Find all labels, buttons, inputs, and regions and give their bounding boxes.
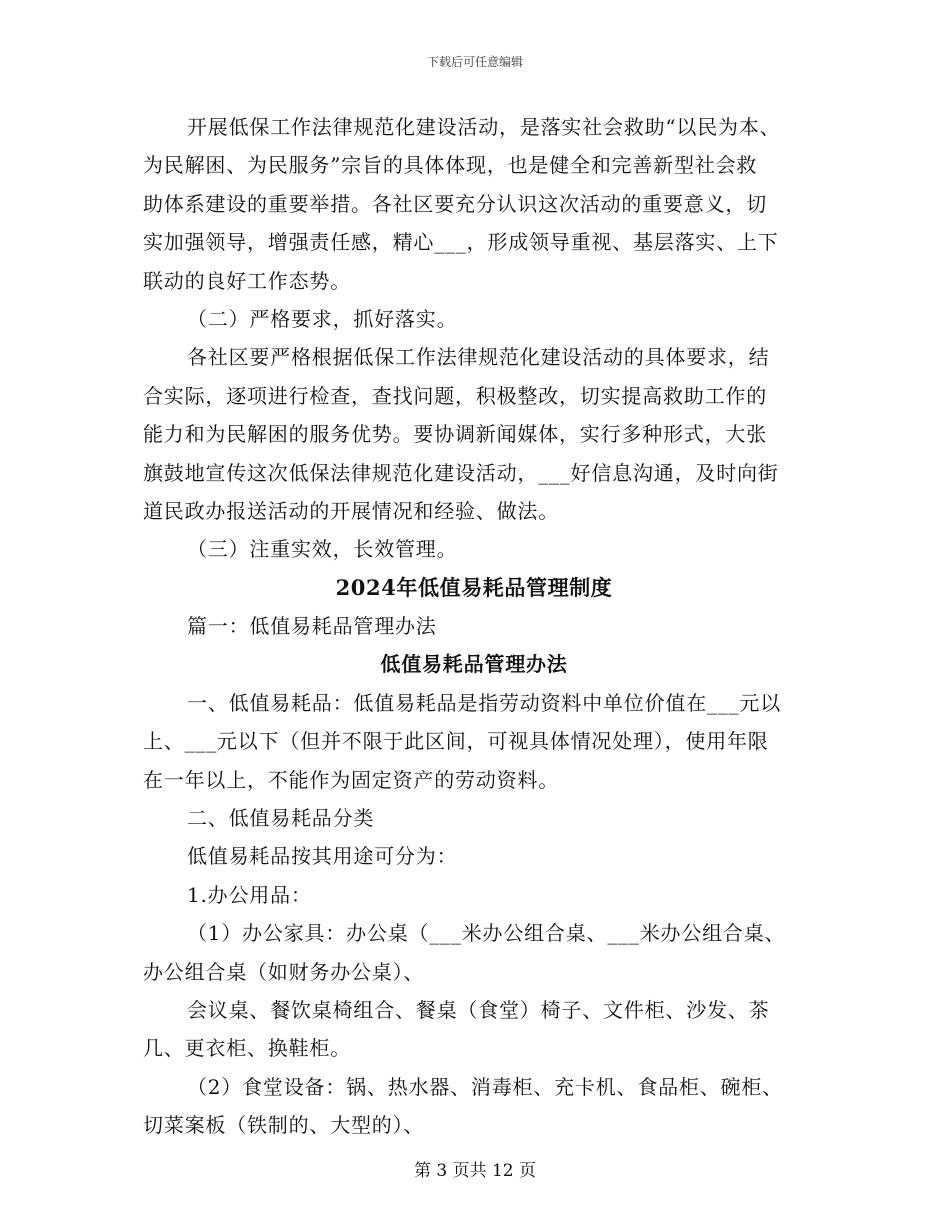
document-subtitle: 低值易耗品管理办法 — [380, 652, 568, 677]
section-heading: （二）严格要求，抓好落实。 — [187, 306, 458, 331]
list-item: 办公组合桌（如财务办公桌）、 — [143, 959, 425, 984]
list-item: （1）办公家具：办公桌（___米办公组合桌、___米办公组合桌、 — [187, 921, 786, 946]
paragraph-line: 在一年以上，不能作为固定资产的劳动资料。 — [143, 767, 559, 792]
list-item: （2）食堂设备：锅、热水器、消毒柜、充卡机、食品柜、碗柜、 — [187, 1074, 783, 1099]
paragraph-line: 联动的良好工作态势。 — [143, 268, 351, 293]
chapter-label: 篇一：低值易耗品管理办法 — [187, 614, 437, 639]
paragraph-line: 道民政办报送活动的开展情况和经验、做法。 — [143, 498, 559, 523]
document-body — [143, 108, 805, 1145]
document-title: 2024年低值易耗品管理制度 — [335, 574, 613, 600]
section-heading: （三）注重实效，长效管理。 — [187, 537, 458, 562]
paragraph-line: 实加强领导，增强责任感，精心___，形成领导重视、基层落实、上下 — [143, 230, 779, 255]
paragraph-line: 上、___元以下（但并不限于此区间，可视具体情况处理），使用年限 — [143, 729, 769, 754]
list-heading: 1.办公用品： — [187, 882, 312, 907]
header-note: 下载后可任意编辑 — [426, 55, 523, 69]
paragraph-line: 各社区要严格根据低保工作法律规范化建设活动的具体要求，结 — [187, 345, 770, 370]
paragraph-line: 开展低保工作法律规范化建设活动，是落实社会救助“以民为本、 — [187, 115, 781, 139]
paragraph-line: 低值易耗品按其用途可分为： — [187, 844, 458, 869]
list-item: 切菜案板（铁制的、大型的）、 — [143, 1113, 425, 1138]
section-heading: 二、低值易耗品分类 — [187, 806, 375, 831]
list-item: 几、更衣柜、换鞋柜。 — [143, 1036, 351, 1061]
page-footer: 第 3 页共 12 页 — [413, 1161, 537, 1181]
paragraph-line: 一、低值易耗品：低值易耗品是指劳动资料中单位价值在___元以 — [187, 690, 781, 715]
paragraph-line: 能力和为民解困的服务优势。要协调新闻媒体，实行多种形式，大张 — [143, 422, 767, 447]
list-item: 会议桌、餐饮桌椅组合、餐桌（食堂）椅子、文件柜、沙发、茶 — [187, 997, 770, 1022]
paragraph-line: 助体系建设的重要举措。各社区要充分认识这次活动的重要意义，切 — [143, 191, 767, 216]
paragraph-line: 为民解困、为民服务”宗旨的具体体现，也是健全和完善新型社会救 — [143, 153, 758, 178]
paragraph-line: 旗鼓地宣传这次低保法律规范化建设活动，___好信息沟通，及时向街 — [143, 460, 779, 485]
paragraph-line: 合实际，逐项进行检查，查找问题，积极整改，切实提高救助工作的 — [143, 383, 767, 408]
